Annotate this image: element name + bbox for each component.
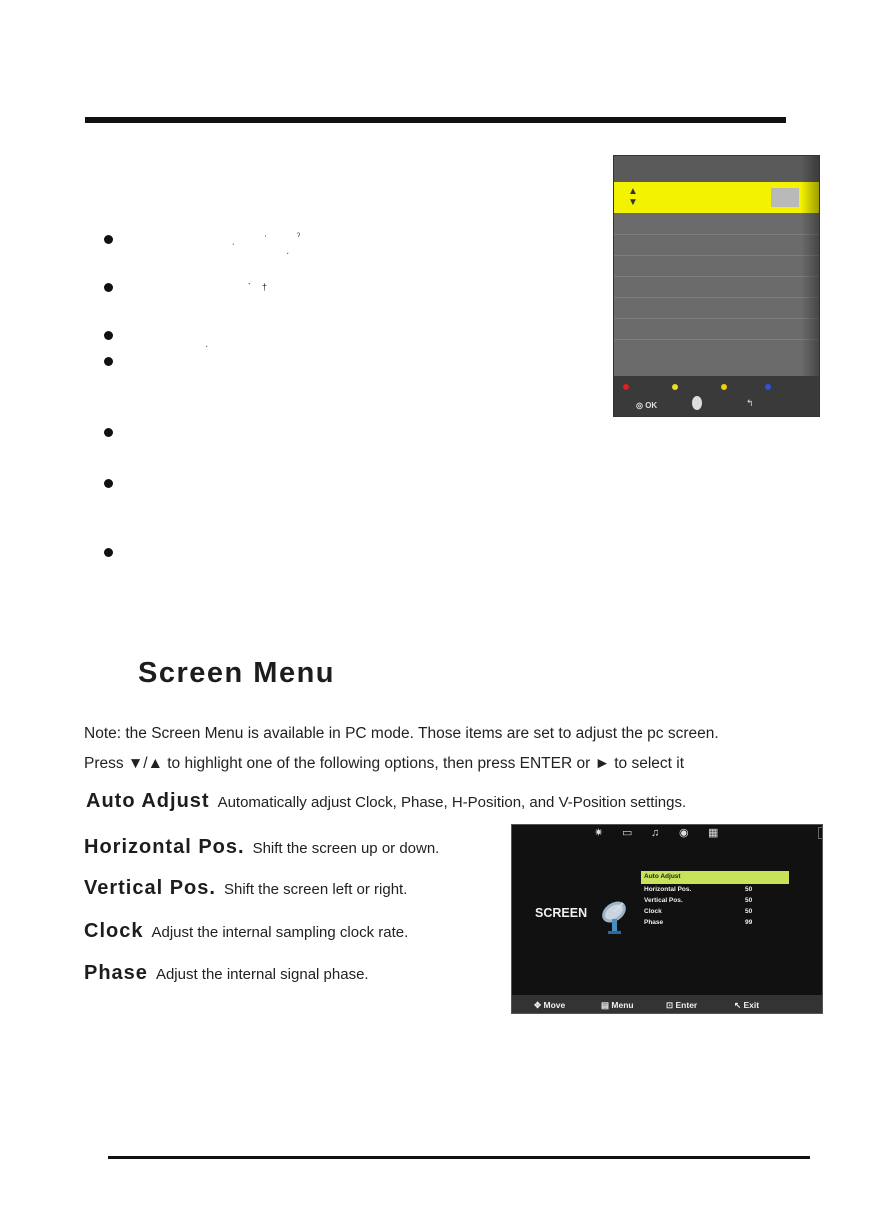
osd-option-horizontal-pos[interactable]: Horizontal Pos. bbox=[644, 886, 692, 893]
menu-item-desc: Shift the screen up or down. bbox=[252, 840, 440, 857]
osd-section-label: SCREEN bbox=[535, 906, 588, 920]
bullet-point bbox=[104, 235, 113, 244]
tv-menu-row-divider bbox=[614, 234, 819, 235]
osd-option-vertical-pos[interactable]: Vertical Pos. bbox=[644, 897, 683, 904]
osd-option-clock[interactable]: Clock bbox=[644, 908, 662, 915]
red-button-icon bbox=[623, 384, 629, 390]
move-arrows-icon: ✥ bbox=[534, 1000, 542, 1010]
text-fragment: ˎ bbox=[232, 235, 235, 245]
menu-item-term: Clock bbox=[84, 920, 144, 942]
osd-menu-label: Menu bbox=[611, 1000, 634, 1010]
tv-menu-header bbox=[614, 156, 819, 182]
text-fragment: ˀ bbox=[297, 231, 301, 241]
ok-label: OK bbox=[645, 401, 658, 410]
bottom-rule bbox=[108, 1156, 810, 1159]
osd-menu-hint bbox=[601, 1000, 634, 1011]
tv-menu-row-divider bbox=[614, 276, 819, 277]
osd-screenshot bbox=[511, 824, 823, 1014]
bullet-point bbox=[104, 331, 113, 340]
grid-icon: ▦ bbox=[708, 827, 719, 839]
note-text: Note: the Screen Menu is available in PC mode. Those items are set to adjust the pc screen. bbox=[84, 725, 719, 742]
osd-enter-hint bbox=[666, 1000, 697, 1011]
bullet-point bbox=[104, 283, 113, 292]
menu-item-term: Phase bbox=[84, 962, 148, 984]
section-title: Screen Menu bbox=[138, 657, 335, 689]
osd-value: 50 bbox=[745, 886, 753, 893]
tv-menu-row-divider bbox=[614, 318, 819, 319]
text-fragment: ˏ bbox=[286, 244, 289, 254]
yellow-button-icon bbox=[721, 384, 727, 390]
osd-value: 99 bbox=[745, 919, 753, 926]
tv-menu-footer bbox=[614, 376, 819, 417]
exit-icon: ↖ bbox=[734, 1000, 742, 1010]
menu-item-auto-adjust bbox=[86, 790, 686, 813]
tv-menu-highlight-row bbox=[614, 182, 819, 213]
instruction-text: Press ▼/▲ to highlight one of the following options, then press ENTER or ► to select it bbox=[84, 755, 685, 772]
menu-item-vertical-pos bbox=[84, 877, 407, 900]
menu-item-desc: Shift the screen left or right. bbox=[223, 881, 408, 898]
return-icon: ↰ bbox=[746, 398, 754, 408]
osd-option-phase[interactable]: Phase bbox=[644, 919, 664, 926]
menu-item-horizontal-pos bbox=[84, 836, 439, 859]
osd-move-hint bbox=[534, 1000, 565, 1011]
blue-button-icon bbox=[765, 384, 771, 390]
bullet-point bbox=[104, 479, 113, 488]
text-fragment: † bbox=[262, 282, 268, 292]
tv-menu-value-box bbox=[771, 188, 799, 207]
osd-exit-label: Exit bbox=[743, 1000, 760, 1010]
menu-oval-icon bbox=[692, 396, 702, 410]
menu-icon: ▤ bbox=[601, 1000, 610, 1010]
text-fragment: ˏ bbox=[205, 337, 208, 347]
text-fragment: ` bbox=[248, 282, 251, 292]
monitor-icon: ▭ bbox=[622, 827, 633, 839]
menu-item-term: Vertical Pos. bbox=[84, 877, 216, 899]
osd-value: 50 bbox=[745, 908, 753, 915]
bullet-point bbox=[104, 357, 113, 366]
osd-edge-mark bbox=[818, 827, 822, 839]
osd-value: 50 bbox=[745, 897, 753, 904]
gear-icon: ✷ bbox=[594, 827, 604, 839]
tv-menu-screenshot bbox=[613, 155, 820, 417]
yellow-button-icon bbox=[672, 384, 678, 390]
enter-icon: ⊡ bbox=[666, 1000, 674, 1010]
up-down-arrows-icon: ▲ ▼ bbox=[628, 186, 638, 208]
bullet-point bbox=[104, 428, 113, 437]
text-fragment: ʾ bbox=[264, 234, 267, 244]
tv-menu-row-divider bbox=[614, 255, 819, 256]
satellite-dish-icon bbox=[596, 895, 636, 935]
top-rule bbox=[85, 117, 786, 123]
clock-icon: ◉ bbox=[679, 827, 689, 839]
osd-bottom-bar bbox=[512, 995, 822, 1014]
menu-item-desc: Automatically adjust Clock, Phase, H-Position, and V-Position settings. bbox=[217, 794, 687, 811]
menu-item-phase bbox=[84, 962, 369, 985]
music-note-icon: ♫ bbox=[651, 827, 660, 839]
tv-menu-row-divider bbox=[614, 297, 819, 298]
osd-top-bar bbox=[512, 825, 822, 841]
tv-menu-row-divider bbox=[614, 339, 819, 340]
ok-button-icon: ◎ OK bbox=[636, 401, 658, 410]
tv-menu-shade bbox=[801, 156, 819, 376]
osd-move-label: Move bbox=[543, 1000, 566, 1010]
osd-option-auto-adjust[interactable]: Auto Adjust bbox=[644, 873, 681, 880]
bullet-point bbox=[104, 548, 113, 557]
menu-item-desc: Adjust the internal signal phase. bbox=[155, 966, 369, 983]
menu-item-clock bbox=[84, 920, 408, 943]
osd-exit-hint bbox=[734, 1000, 759, 1011]
osd-enter-label: Enter bbox=[675, 1000, 698, 1010]
menu-item-term: Horizontal Pos. bbox=[84, 836, 245, 858]
menu-item-desc: Adjust the internal sampling clock rate. bbox=[151, 924, 409, 941]
menu-item-term: Auto Adjust bbox=[86, 790, 210, 812]
